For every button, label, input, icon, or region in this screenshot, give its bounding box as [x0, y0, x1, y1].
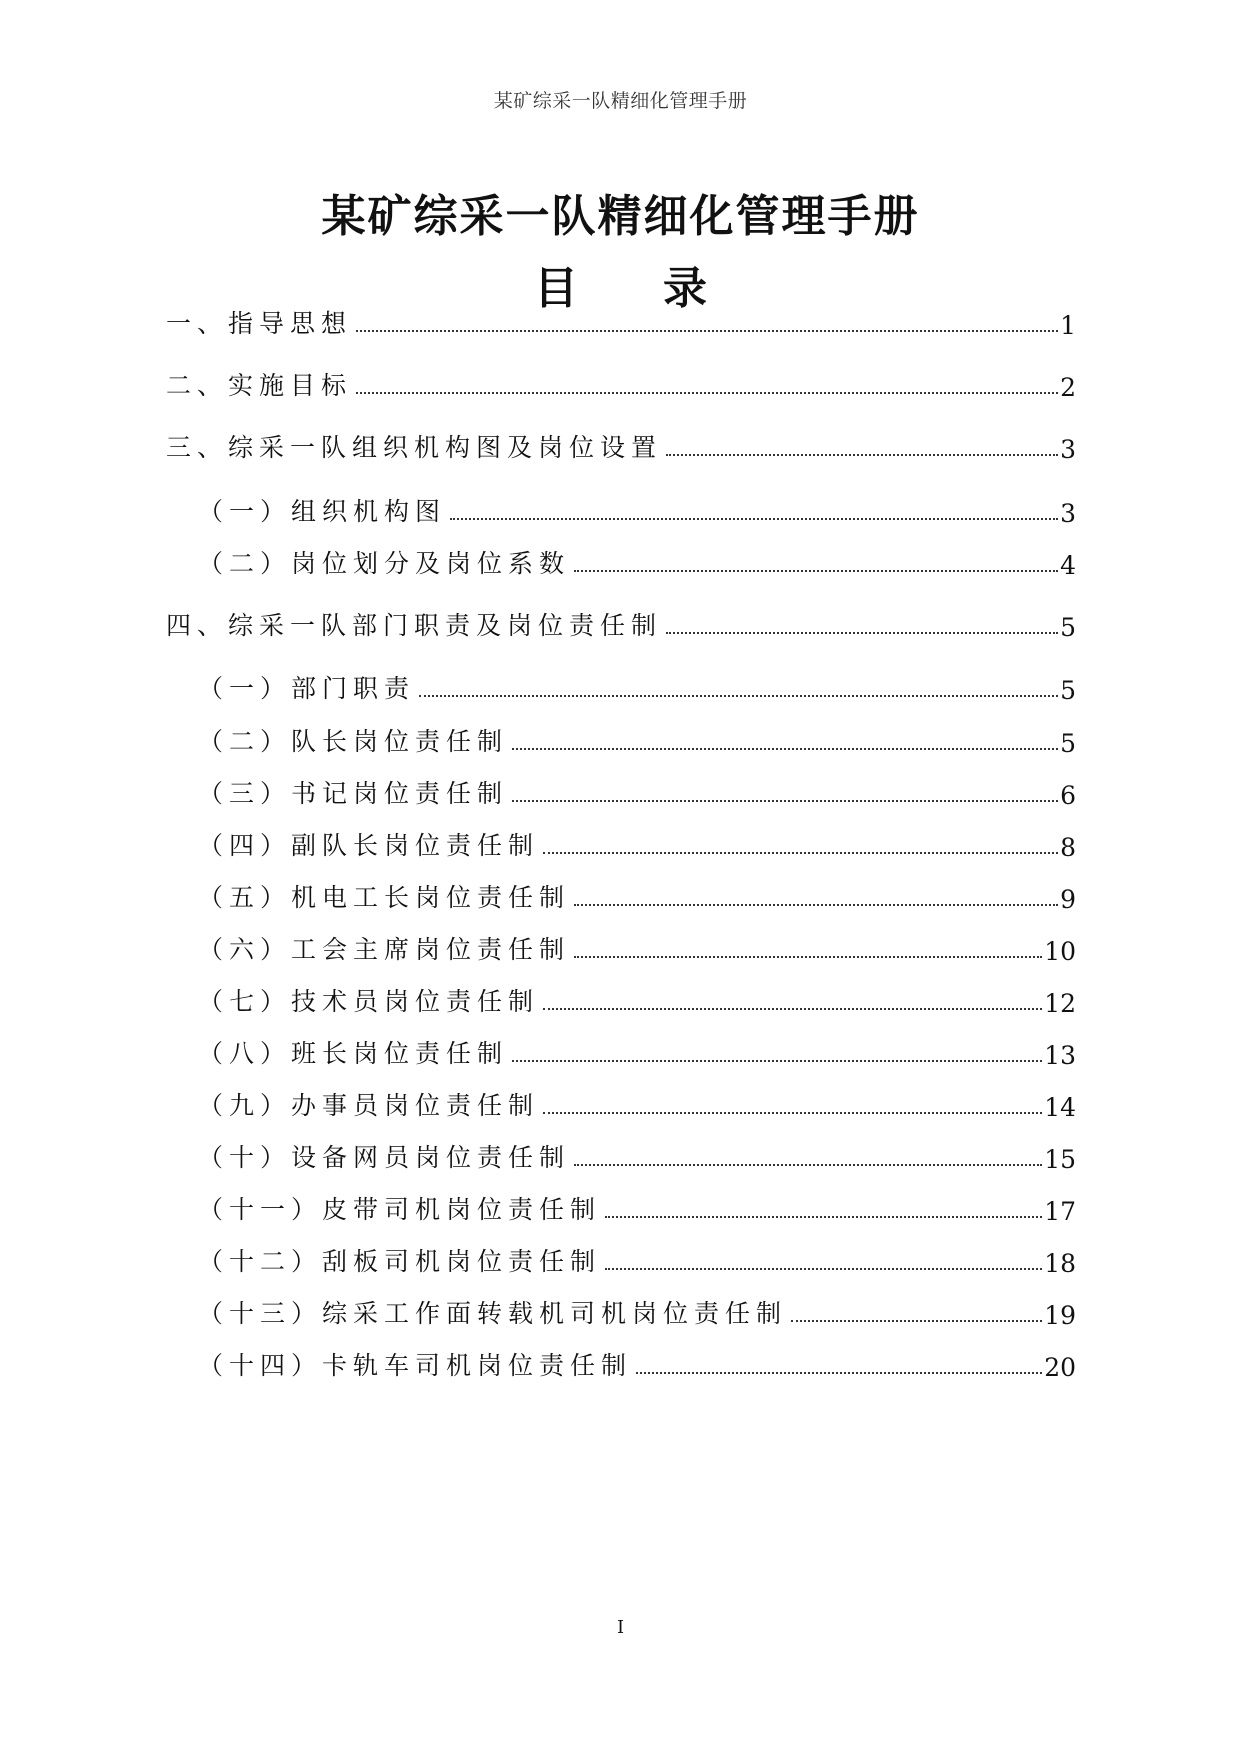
toc-entry-label: （五）机电工长岗位责任制: [198, 883, 571, 912]
toc-dot-leader: [543, 851, 1058, 854]
toc-entry[interactable]: [198, 1342, 1076, 1382]
toc-dot-leader: [636, 1371, 1042, 1374]
toc-entry[interactable]: [198, 1030, 1076, 1070]
toc-dot-leader: [356, 391, 1058, 394]
toc-dot-leader: [419, 694, 1058, 697]
toc-dot-leader: [574, 1163, 1042, 1166]
toc-entry-page: 8: [1060, 833, 1076, 862]
toc-entry-label: （十）设备网员岗位责任制: [198, 1143, 571, 1172]
toc-entry-label: （二）岗位划分及岗位系数: [198, 549, 571, 578]
toc-entry-page: 5: [1060, 729, 1076, 758]
toc-entry[interactable]: [198, 1290, 1076, 1330]
toc-entry-label: （十三）综采工作面转载机司机岗位责任制: [198, 1299, 788, 1328]
toc-entry[interactable]: [166, 424, 1076, 464]
toc-dot-leader: [356, 329, 1058, 332]
toc-entry-label: （一）组织机构图: [198, 497, 447, 526]
toc-entry[interactable]: [198, 665, 1076, 705]
toc-entry-label: （三）书记岗位责任制: [198, 779, 509, 808]
toc-dot-leader: [605, 1267, 1042, 1270]
toc-entry-label: （九）办事员岗位责任制: [198, 1091, 540, 1120]
toc-entry-page: 18: [1044, 1249, 1076, 1278]
toc-dot-leader: [666, 631, 1058, 634]
toc-entry-page: 5: [1060, 676, 1076, 705]
toc-dot-leader: [605, 1215, 1042, 1218]
toc-heading-char-1: 目: [534, 263, 578, 314]
toc-entry-page: 2: [1060, 373, 1076, 402]
toc-entry-page: 1: [1060, 311, 1076, 340]
toc-entry[interactable]: [198, 1238, 1076, 1278]
toc-entry-page: 10: [1044, 937, 1076, 966]
toc-entry[interactable]: [198, 1082, 1076, 1122]
toc-entry-page: 6: [1060, 781, 1076, 810]
toc-entry[interactable]: [198, 770, 1076, 810]
running-header: 某矿综采一队精细化管理手册: [493, 90, 748, 112]
toc-entry-label: （七）技术员岗位责任制: [198, 987, 540, 1016]
toc-entry-page: 20: [1044, 1353, 1076, 1382]
toc-dot-leader: [791, 1319, 1042, 1322]
toc-entry-page: 12: [1044, 989, 1076, 1018]
toc-entry-page: 19: [1044, 1301, 1076, 1330]
toc-entry-page: 4: [1060, 551, 1076, 580]
toc-entry-label: （十一）皮带司机岗位责任制: [198, 1195, 602, 1224]
toc-entry-label: （二）队长岗位责任制: [198, 727, 509, 756]
toc-entry-page: 17: [1044, 1197, 1076, 1226]
toc-entry-label: （十四）卡轨车司机岗位责任制: [198, 1351, 633, 1380]
toc-entry[interactable]: [198, 718, 1076, 758]
toc-dot-leader: [450, 517, 1058, 520]
toc-entry[interactable]: [166, 300, 1076, 340]
toc-entry-label: （一）部门职责: [198, 674, 416, 703]
toc-heading-char-2: 录: [663, 263, 707, 314]
toc-entry-label: 一、指导思想: [166, 309, 353, 338]
toc-entry-page: 3: [1060, 499, 1076, 528]
toc-dot-leader: [512, 799, 1058, 802]
toc-entry-page: 9: [1060, 885, 1076, 914]
toc-entry-page: 3: [1060, 435, 1076, 464]
toc-entry[interactable]: [198, 488, 1076, 528]
toc-dot-leader: [574, 903, 1058, 906]
toc-entry-label: 四、综采一队部门职责及岗位责任制: [166, 611, 663, 640]
toc-entry-page: 14: [1044, 1093, 1076, 1122]
toc-entry[interactable]: [198, 822, 1076, 862]
toc-entry[interactable]: [198, 1186, 1076, 1226]
toc-dot-leader: [512, 747, 1058, 750]
toc-entry-label: （十二）刮板司机岗位责任制: [198, 1247, 602, 1276]
page-number: I: [616, 1617, 625, 1638]
toc-entry-label: 三、综采一队组织机构图及岗位设置: [166, 433, 663, 462]
toc-entry-label: （四）副队长岗位责任制: [198, 831, 540, 860]
toc-entry[interactable]: [166, 362, 1076, 402]
toc-entry-label: （六）工会主席岗位责任制: [198, 935, 571, 964]
toc-entry-label: 二、实施目标: [166, 371, 353, 400]
toc-entry[interactable]: [198, 540, 1076, 580]
toc-dot-leader: [666, 453, 1058, 456]
toc-entry[interactable]: [198, 1134, 1076, 1174]
toc-dot-leader: [543, 1111, 1042, 1114]
toc-entry-label: （八）班长岗位责任制: [198, 1039, 509, 1068]
toc-entry[interactable]: [198, 978, 1076, 1018]
toc-dot-leader: [543, 1007, 1042, 1010]
toc-entry[interactable]: [198, 926, 1076, 966]
toc-entry-page: 13: [1044, 1041, 1076, 1070]
document-title: 某矿综采一队精细化管理手册: [321, 191, 920, 242]
toc-entry-page: 15: [1044, 1145, 1076, 1174]
toc-entry[interactable]: [166, 602, 1076, 642]
toc-entry[interactable]: [198, 874, 1076, 914]
toc-dot-leader: [574, 569, 1058, 572]
toc-dot-leader: [512, 1059, 1042, 1062]
toc-entry-page: 5: [1060, 613, 1076, 642]
toc-dot-leader: [574, 955, 1042, 958]
